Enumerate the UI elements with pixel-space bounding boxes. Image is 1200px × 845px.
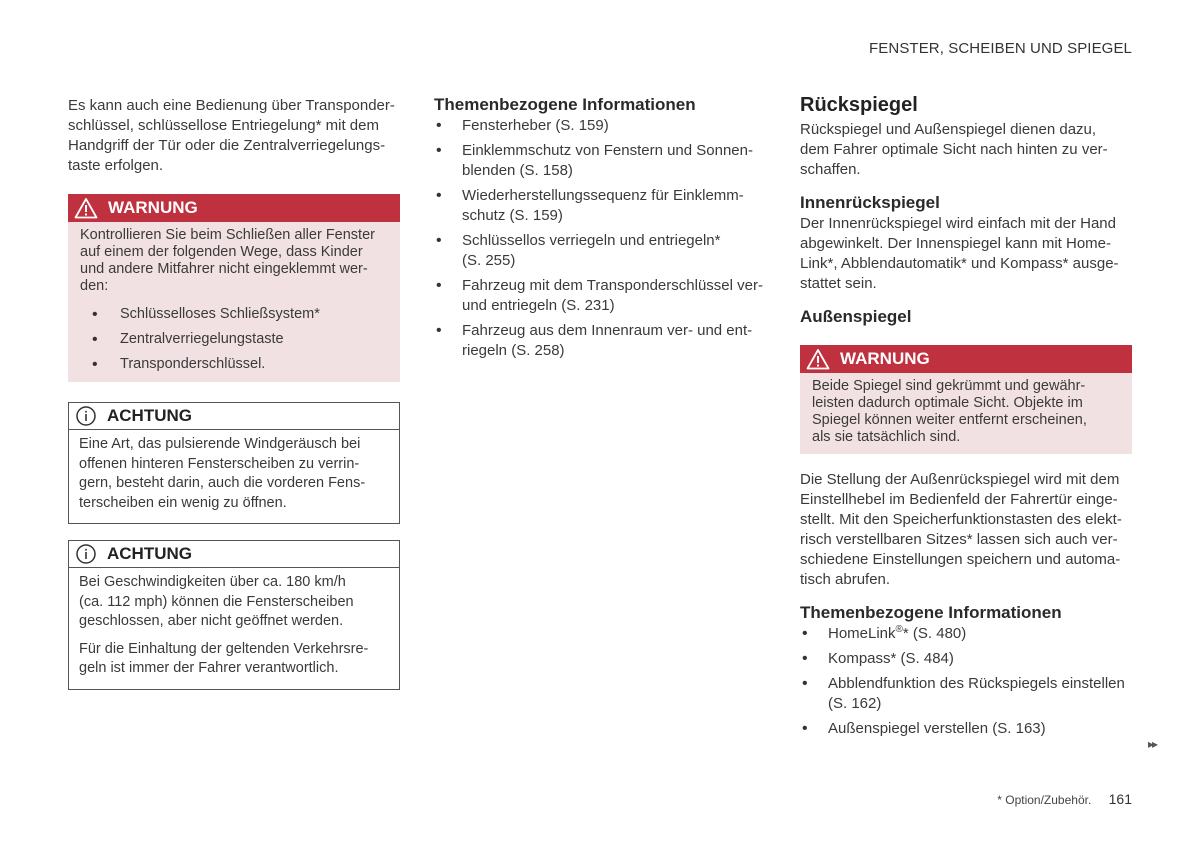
list-item[interactable]: • Wiederherstellungssequenz für Einklemm- schutz (S. 159)	[434, 186, 768, 226]
info-circle-icon	[75, 543, 97, 565]
page-title: Rückspiegel	[800, 94, 918, 116]
achtung-text: Eine Art, das pulsierende Windgeräusch bei offenen hinteren Fensterscheiben zu verrin- gern, besteht darin, auch die vorderen Fens- terscheiben ein wenig zu öffnen.	[79, 436, 366, 511]
subheading-interior-mirror: Innenrückspiegel	[800, 193, 940, 212]
info-circle-icon	[75, 405, 97, 427]
page-number: 161	[1108, 791, 1132, 807]
achtung-header	[69, 541, 399, 568]
subheading-exterior-mirror: Außenspiegel	[800, 307, 912, 326]
list-item: • Transponderschlüssel.	[90, 355, 388, 374]
achtung-box-1	[68, 402, 400, 524]
warning-triangle-icon	[806, 348, 830, 370]
list-item[interactable]: • HomeLink®* (S. 480)	[800, 624, 1132, 644]
warning-header	[800, 345, 1132, 373]
achtung-label: ACHTUNG	[107, 544, 192, 563]
list-item[interactable]: • Schlüssellos verriegeln und entriegeln* (S. 255)	[434, 231, 768, 271]
column-left	[68, 96, 400, 690]
footnote: * Option/Zubehör.	[997, 793, 1092, 807]
list-item[interactable]: • Fahrzeug aus dem Innenraum ver- und ent- riegeln (S. 258)	[434, 321, 768, 361]
intro-text: Es kann auch eine Bedienung über Transponder- schlüssel, schlüssellose Entriegelung* mit dem Handgriff der Tür oder die Zentralverriegelungs- taste erfolgen.	[68, 97, 395, 174]
achtung-text: Für die Einhaltung der geltenden Verkehrsre- geln ist immer der Fahrer verantwortlich.	[79, 640, 369, 676]
exterior-mirror-text: Die Stellung der Außenrückspiegel wird mit dem Einstellhebel im Bedienfeld der Fahrertür einge- stellt. Mit den Speicherfunktionstasten des elekt- risch verstellbaren Sitzes* lassen sich auch ver- schiedene Einstellungen speichern und automa- tisch abrufen.	[800, 471, 1122, 588]
column-right	[800, 92, 1132, 744]
achtung-header	[69, 403, 399, 430]
related-info-list	[800, 624, 1132, 739]
related-info-list	[434, 116, 768, 361]
warning-box	[800, 345, 1132, 454]
list-item: • Schlüsselloses Schließsystem*	[90, 305, 388, 324]
list-item: • Zentralverriegelungstaste	[90, 330, 388, 349]
warning-box	[68, 194, 400, 382]
list-item[interactable]: • Fensterheber (S. 159)	[434, 116, 768, 136]
section-heading: Themenbezogene Informationen	[800, 603, 1062, 622]
list-item[interactable]: • Abblendfunktion des Rückspiegels einstellen (S. 162)	[800, 674, 1132, 714]
warning-text: Beide Spiegel sind gekrümmt und gewähr- leisten dadurch optimale Sicht. Objekte im Spiegel können weiter entfernt erscheinen, als sie tatsächlich sind.	[812, 378, 1087, 445]
list-item[interactable]: • Einklemmschutz von Fenstern und Sonnen- blenden (S. 158)	[434, 141, 768, 181]
warning-triangle-icon	[74, 197, 98, 219]
page-footer	[997, 791, 1132, 807]
list-item[interactable]: • Kompass* (S. 484)	[800, 649, 1132, 669]
intro-text: Rückspiegel und Außenspiegel dienen dazu, dem Fahrer optimale Sicht nach hinten zu ver- schaffen.	[800, 121, 1108, 178]
warning-label: WARNUNG	[108, 198, 198, 217]
achtung-box-2	[68, 540, 400, 690]
warning-list	[80, 305, 388, 374]
interior-mirror-text: Der Innenrückspiegel wird einfach mit der Hand abgewinkelt. Der Innenspiegel kann mit Home- Link*, Abblendautomatik* und Kompass* ausge- stattet sein.	[800, 215, 1119, 292]
warning-header	[68, 194, 400, 222]
achtung-text: Bei Geschwindigkeiten über ca. 180 km/h (ca. 112 mph) können die Fensterscheiben geschlossen, aber nicht geöffnet werden.	[79, 574, 354, 629]
section-heading: Themenbezogene Informationen	[434, 95, 696, 114]
warning-text: Kontrollieren Sie beim Schließen aller Fenster auf einem der folgenden Wege, dass Kinder und andere Mitfahrer nicht eingeklemmt wer- den:	[80, 227, 375, 294]
continue-arrow-icon: ▸▸	[1148, 737, 1157, 751]
page-header: FENSTER, SCHEIBEN UND SPIEGEL	[869, 40, 1132, 57]
list-item[interactable]: • Fahrzeug mit dem Transponderschlüssel ver- und entriegeln (S. 231)	[434, 276, 768, 316]
achtung-label: ACHTUNG	[107, 406, 192, 425]
warning-label: WARNUNG	[840, 349, 930, 368]
list-item[interactable]: • Außenspiegel verstellen (S. 163)	[800, 719, 1132, 739]
column-middle	[434, 94, 768, 366]
